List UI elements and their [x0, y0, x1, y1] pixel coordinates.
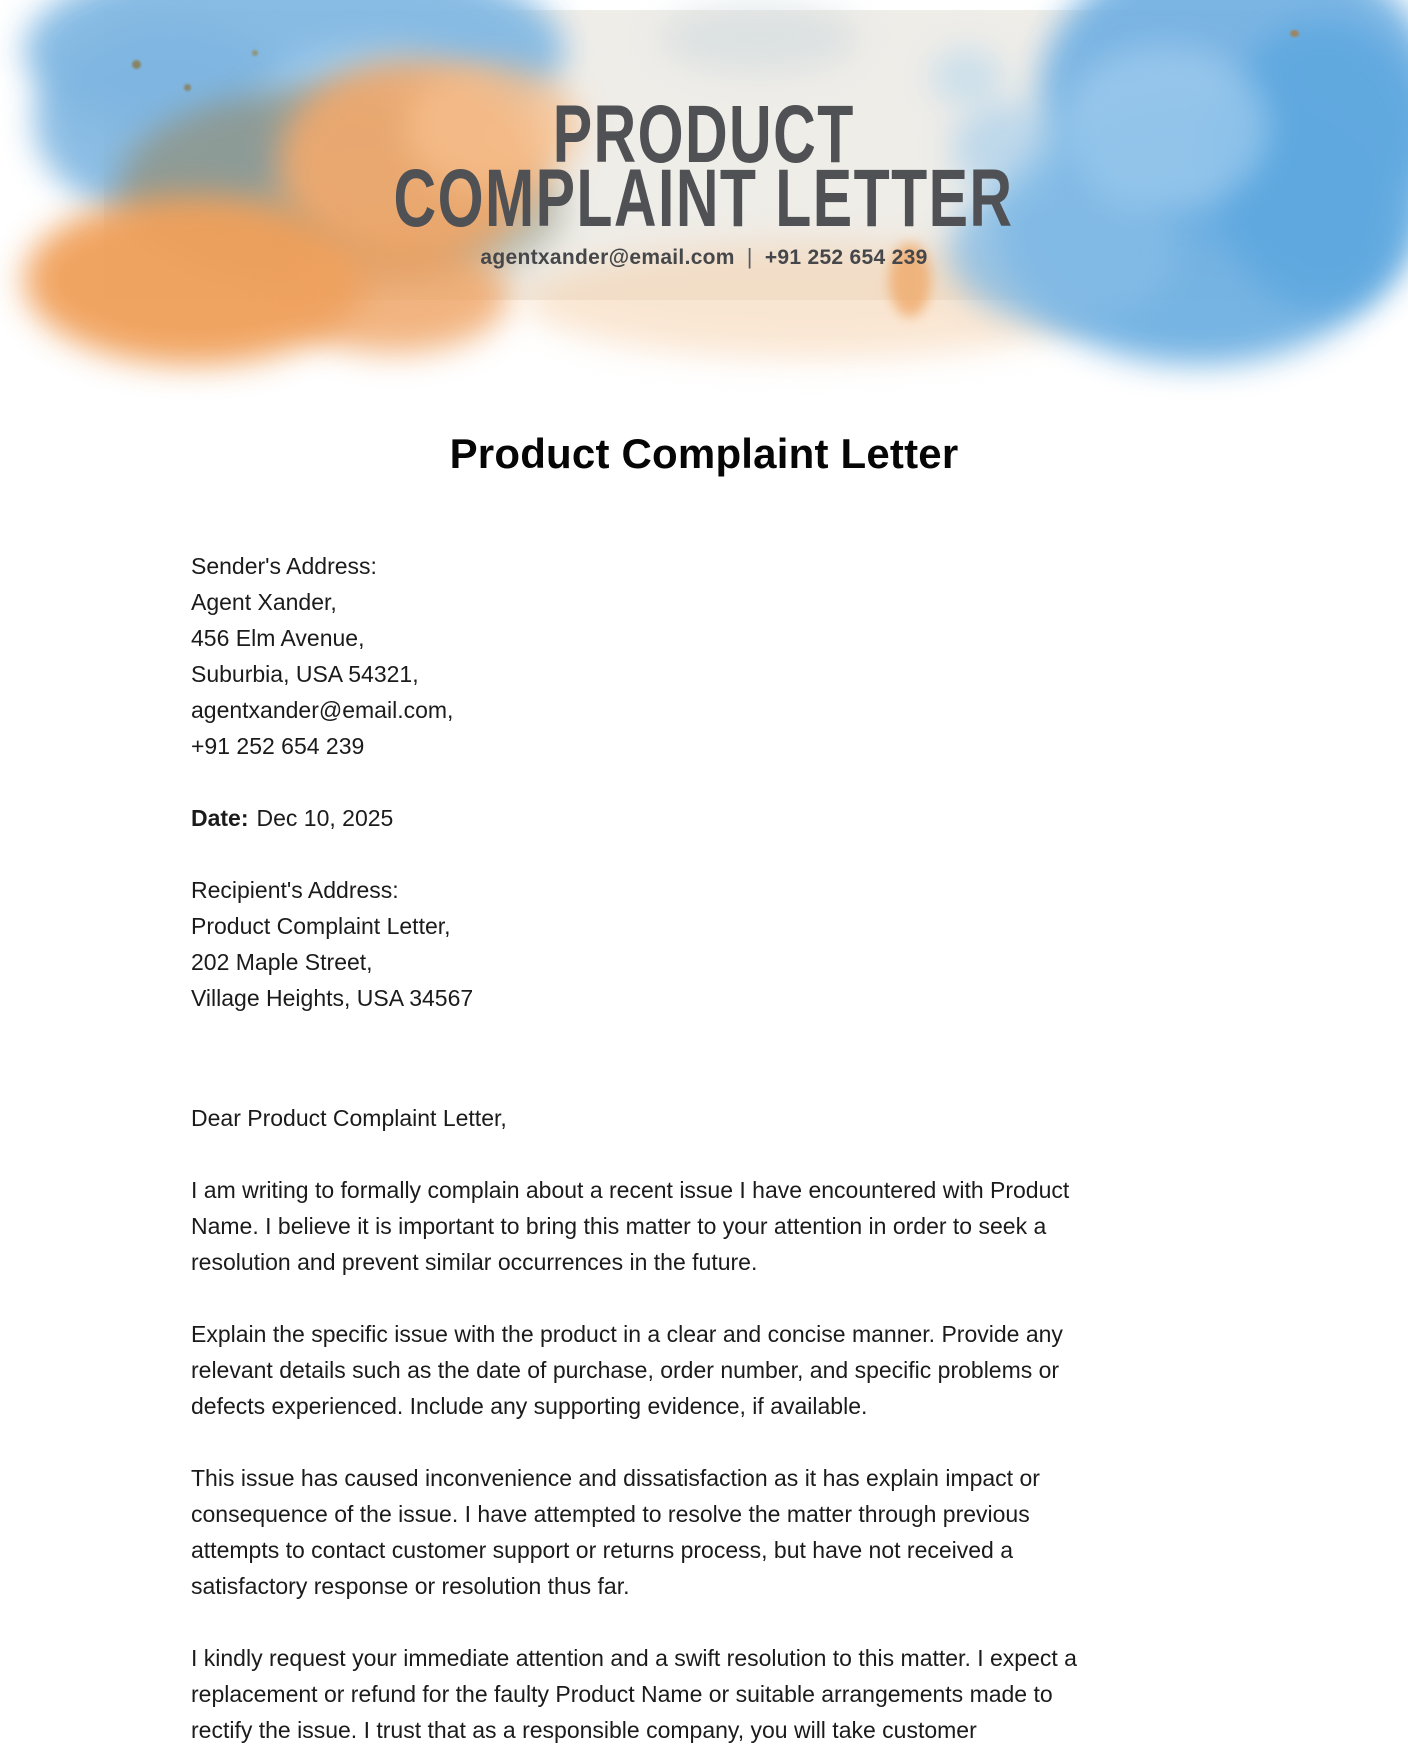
- sender-address-line: Agent Xander,: [191, 589, 337, 615]
- date-line: [191, 800, 1243, 836]
- letterhead-email: agentxander@email.com: [480, 246, 735, 269]
- recipient-address-line: Village Heights, USA 34567: [191, 985, 474, 1011]
- sender-address-block: [191, 548, 1243, 764]
- letter-paragraph: [191, 1172, 1243, 1280]
- sender-address-label: Sender's Address:: [191, 553, 377, 579]
- sender-address-line: 456 Elm Avenue,: [191, 625, 365, 651]
- paragraph-line: consequence of the issue. I have attempted to resolve the matter through previous: [191, 1501, 1030, 1527]
- letterhead-title-line2: COMPLAINT LETTER: [394, 153, 1014, 244]
- paragraph-line: rectify the issue. I trust that as a responsible company, you will take customer: [191, 1717, 977, 1743]
- paragraph-line: defects experienced. Include any supporting evidence, if available.: [191, 1393, 868, 1419]
- sender-address-line: Suburbia, USA 54321,: [191, 661, 419, 687]
- letterhead-text: [104, 10, 1304, 300]
- paragraph-line: relevant details such as the date of purchase, order number, and specific problems or: [191, 1357, 1060, 1383]
- paragraph-line: This issue has caused inconvenience and dissatisfaction as it has explain impact or: [191, 1465, 1040, 1491]
- letterhead-title-line1: PRODUCT: [553, 89, 855, 180]
- paragraph-line: I am writing to formally complain about a recent issue I have encountered with Product: [191, 1177, 1070, 1203]
- recipient-address-line: Product Complaint Letter,: [191, 913, 451, 939]
- paragraph-line: Explain the specific issue with the product in a clear and concise manner. Provide any: [191, 1321, 1063, 1347]
- letterhead-banner: [104, 10, 1304, 300]
- paragraph-line: resolution and prevent similar occurrences in the future.: [191, 1249, 758, 1275]
- recipient-address-line: 202 Maple Street,: [191, 949, 373, 975]
- paragraph-line: replacement or refund for the faulty Product Name or suitable arrangements made to: [191, 1681, 1053, 1707]
- sender-address-line: agentxander@email.com,: [191, 697, 454, 723]
- paragraph-line: Name. I believe it is important to bring this matter to your attention in order to seek a: [191, 1213, 1047, 1239]
- sender-address-line: +91 252 654 239: [191, 733, 365, 759]
- paragraph-line: satisfactory response or resolution thus far.: [191, 1573, 630, 1599]
- recipient-address-label: Recipient's Address:: [191, 877, 399, 903]
- document-page: [94, 10, 1314, 1743]
- contact-separator: |: [746, 244, 753, 269]
- letterhead-contact: [104, 244, 1304, 270]
- letterhead-phone: +91 252 654 239: [764, 246, 928, 269]
- recipient-address-block: [191, 872, 1243, 1016]
- paragraph-line: I kindly request your immediate attention and a swift resolution to this matter. I expect a: [191, 1645, 1077, 1671]
- letter-title: Product Complaint Letter: [449, 430, 959, 477]
- letter-body: [191, 548, 1243, 1748]
- date-label: Date:: [191, 805, 249, 831]
- salutation: Dear Product Complaint Letter,: [191, 1105, 507, 1131]
- letter-paragraph: [191, 1316, 1243, 1424]
- date-value: Dec 10, 2025: [256, 805, 394, 831]
- paragraph-line: attempts to contact customer support or returns process, but have not received a: [191, 1537, 1014, 1563]
- letter-paragraph: [191, 1460, 1243, 1604]
- letter-paragraph: [191, 1640, 1243, 1748]
